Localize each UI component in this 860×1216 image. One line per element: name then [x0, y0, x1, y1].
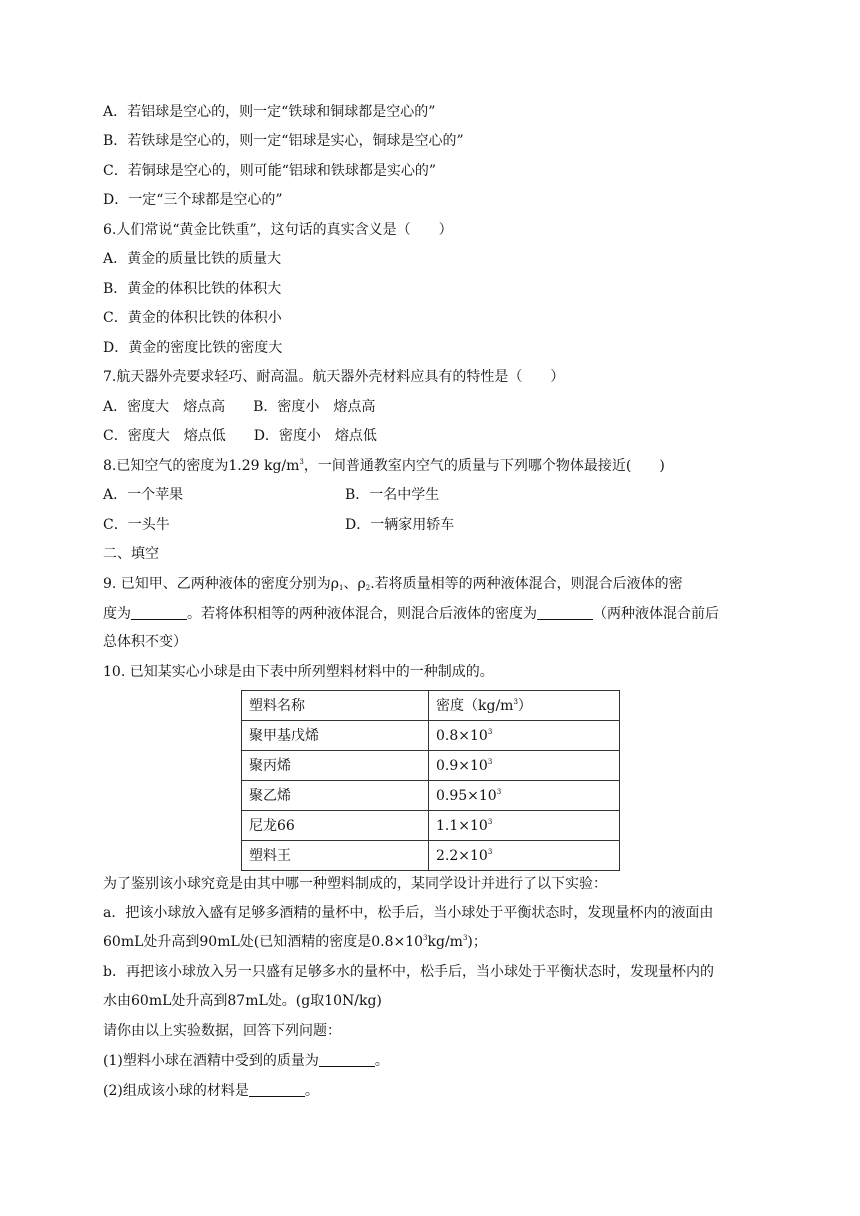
q10-blank-1[interactable] — [319, 1050, 375, 1067]
q10-step-b-line2: 水由60mL处升高到87mL处。(g取10N/kg) — [103, 993, 382, 1009]
q7-stem: 7.航天器外壳要求轻巧、耐高温。航天器外壳材料应具有的特性是（ ） — [103, 369, 565, 385]
q6-option-d: D．黄金的密度比铁的密度大 — [103, 340, 283, 356]
density-cell: $0.9\times 10^3$ — [429, 751, 620, 781]
q8-stem: 8.已知空气的密度为1.29 $kg/m^3$，一间普通教室内空气的质量与下列哪个物体最接近( ) — [103, 458, 665, 474]
q9-line1: 9. 已知甲、乙两种液体的密度分别为$\rho_1$、$\rho_2$.若将质量相等的两种液体混合，则混合后液体的密 — [103, 576, 683, 592]
q10-after-table: 为了鉴别该小球究竟是由其中哪一种塑料制成的，某同学设计并进行了以下实验： — [103, 876, 607, 892]
header-plastic-name: 塑料名称 — [242, 691, 429, 721]
q5-option-d: D．一定“三个球都是空心的” — [103, 192, 283, 208]
q5-option-a: A．若铝球是空心的，则一定“铁球和铜球都是空心的” — [103, 104, 436, 120]
q10-blank-2[interactable] — [249, 1080, 305, 1097]
density-cell: $0.95\times 10^3$ — [429, 781, 620, 811]
plastic-density-table — [241, 690, 620, 871]
q10-sub-question-2: (2)组成该小球的材料是 。 — [103, 1080, 319, 1101]
q10-step-a-line1: a．把该小球放入盛有足够多酒精的量杯中，松手后，当小球处于平衡状态时，发现量杯内的液面由 — [103, 905, 714, 921]
table-row — [242, 811, 620, 841]
q8-option-d: D．一辆家用轿车 — [345, 517, 455, 533]
q8-option-c: C．一头牛 — [103, 517, 170, 533]
header-density: 密度$(kg/m^3)$ — [429, 691, 620, 721]
q9-line3: 总体积不变） — [103, 634, 187, 650]
density-cell: $1.1\times 10^3$ — [429, 811, 620, 841]
table-row — [242, 781, 620, 811]
q10-sub-question-1: (1)塑料小球在酒精中受到的质量为 。 — [103, 1050, 389, 1071]
q10-intro: 10. 已知某实心小球是由下表中所列塑料材料中的一种制成的。 — [103, 664, 494, 680]
q7-options-row1: A．密度大 熔点高 B．密度小 熔点高 — [103, 399, 376, 415]
q10-step-b-line1: b．再把该小球放入另一只盛有足够多水的量杯中，松手后，当小球处于平衡状态时，发现量杯内的 — [103, 964, 714, 980]
plastic-name-cell: 聚丙烯 — [242, 751, 429, 781]
plastic-name-cell: 尼龙66 — [242, 811, 429, 841]
table-row — [242, 841, 620, 871]
q8-option-b: B．一名中学生 — [345, 487, 440, 503]
q5-option-b: B．若铁球是空心的，则一定“铝球是实心，铜球是空心的” — [103, 133, 464, 149]
plastic-name-cell: 塑料王 — [242, 841, 429, 871]
q8-option-a: A．一个苹果 — [103, 487, 184, 503]
q5-option-c: C．若铜球是空心的，则可能“铝球和铁球都是实心的” — [103, 163, 437, 179]
q6-stem: 6.人们常说“黄金比铁重”，这句话的真实含义是（ ） — [103, 222, 453, 238]
plastic-name-cell: 聚乙烯 — [242, 781, 429, 811]
q6-option-c: C．黄金的体积比铁的体积小 — [103, 310, 282, 326]
q9-blank-2[interactable] — [537, 603, 593, 620]
table-row — [242, 721, 620, 751]
q10-prompt: 请你由以上实验数据，回答下列问题： — [103, 1023, 341, 1039]
section-title-fill-in: 二、填空 — [103, 546, 159, 562]
q9-line2: 度为 。若将体积相等的两种液体混合，则混合后液体的密度为 （两种液体混合前后 — [103, 603, 719, 624]
table-row — [242, 751, 620, 781]
table-header-row — [242, 691, 620, 721]
density-cell: $0.8\times 10^3$ — [429, 721, 620, 751]
q7-options-row2: C．密度大 熔点低 D．密度小 熔点低 — [103, 428, 377, 444]
density-cell: $2.2\times 10^3$ — [429, 841, 620, 871]
q6-option-b: B．黄金的体积比铁的体积大 — [103, 281, 282, 297]
q10-step-a-line2: 60mL处升高到90mL处(已知酒精的密度是$0.8\times 10^3kg/m^3$)； — [103, 934, 487, 950]
plastic-name-cell: 聚甲基戊烯 — [242, 721, 429, 751]
q6-option-a: A．黄金的质量比铁的质量大 — [103, 251, 282, 267]
q9-blank-1[interactable] — [131, 603, 187, 620]
